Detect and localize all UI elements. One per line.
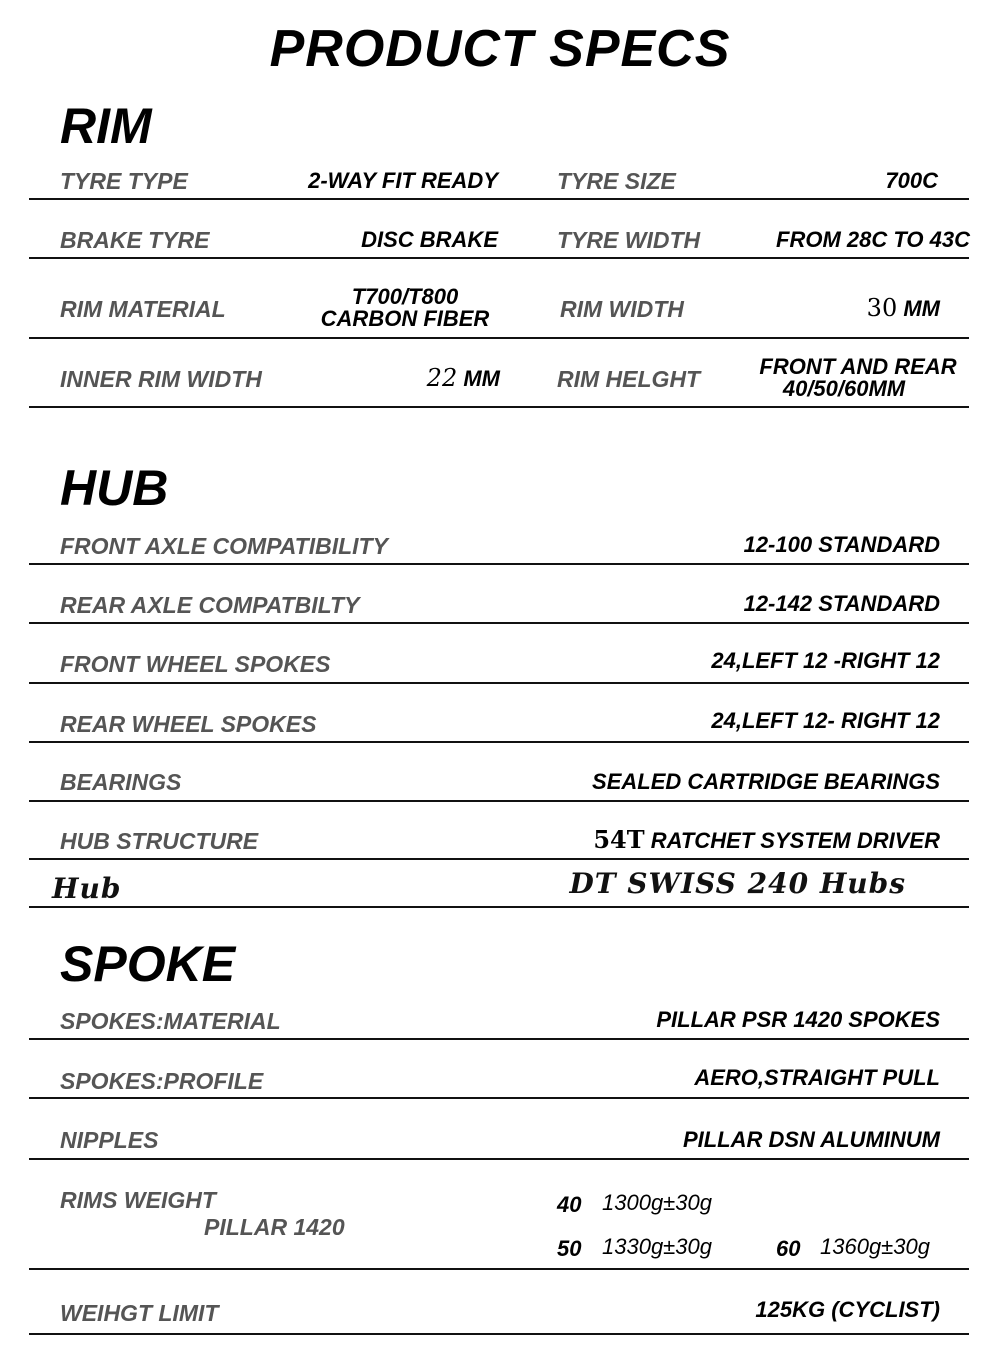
divider bbox=[29, 906, 969, 908]
bearings-label: BEARINGS bbox=[60, 769, 182, 795]
spoke-heading: SPOKE bbox=[60, 936, 236, 992]
weight-size-50: 50 bbox=[557, 1236, 582, 1261]
nipples-label: NIPPLES bbox=[60, 1127, 159, 1153]
rear-spokes-value: 24,LEFT 12- RIGHT 12 bbox=[711, 708, 940, 733]
divider bbox=[29, 858, 969, 860]
divider bbox=[29, 257, 969, 259]
rear-axle-value: 12-142 STANDARD bbox=[743, 591, 940, 616]
rim-height-value-line2: 40/50/60MM bbox=[782, 376, 906, 401]
tyre-width-label: TYRE WIDTH bbox=[557, 227, 701, 253]
inner-rim-width-value bbox=[427, 365, 500, 392]
rear-spokes-label: REAR WHEEL SPOKES bbox=[60, 711, 317, 737]
hub-structure-value bbox=[593, 827, 940, 854]
hub-brand-value: DT SWISS 240 Hubs bbox=[569, 867, 906, 900]
rim-heading: RIM bbox=[60, 98, 152, 154]
weight-size-40: 40 bbox=[557, 1192, 582, 1217]
divider bbox=[29, 622, 969, 624]
hub-structure-label: HUB STRUCTURE bbox=[60, 828, 259, 854]
spoke-material-value: PILLAR PSR 1420 SPOKES bbox=[656, 1007, 940, 1032]
rims-weight-label: RIMS WEIGHT bbox=[60, 1187, 216, 1213]
divider bbox=[29, 1038, 969, 1040]
divider bbox=[29, 741, 969, 743]
weight-limit-value: 125KG (CYCLIST) bbox=[755, 1297, 940, 1322]
rim-width-number: 30 bbox=[866, 294, 898, 322]
nipples-value: PILLAR DSN ALUMINUM bbox=[682, 1127, 940, 1152]
divider bbox=[29, 800, 969, 802]
page-title: PRODUCT SPECS bbox=[269, 20, 731, 78]
rim-height-label: RIM HELGHT bbox=[557, 366, 701, 392]
weight-value-40: 1300g±30g bbox=[602, 1190, 712, 1215]
front-axle-label: FRONT AXLE COMPATIBILITY bbox=[60, 533, 388, 559]
brake-value: DISC BRAKE bbox=[361, 227, 498, 252]
hub-heading: HUB bbox=[60, 460, 169, 516]
divider bbox=[29, 406, 969, 408]
rim-height-value-line1: FRONT AND REAR bbox=[759, 354, 957, 379]
tyre-width-value: FROM 28C TO 43C bbox=[776, 227, 970, 252]
spoke-material-label: SPOKES:MATERIAL bbox=[60, 1008, 281, 1034]
rim-width-value bbox=[867, 295, 940, 322]
divider bbox=[29, 198, 969, 200]
hub-brand-label: Hub bbox=[52, 872, 122, 905]
weight-value-60: 1360g±30g bbox=[820, 1234, 930, 1259]
divider bbox=[29, 682, 969, 684]
tyre-type-label: TYRE TYPE bbox=[60, 168, 188, 194]
divider bbox=[29, 337, 969, 339]
inner-rim-width-unit: MM bbox=[463, 366, 500, 391]
weight-size-60: 60 bbox=[776, 1236, 801, 1261]
hub-structure-text: RATCHET SYSTEM DRIVER bbox=[650, 828, 940, 853]
divider bbox=[29, 1158, 969, 1160]
inner-rim-width-number: 22 bbox=[426, 364, 458, 392]
weight-limit-label: WEIHGT LIMIT bbox=[60, 1300, 219, 1326]
divider bbox=[29, 1097, 969, 1099]
spoke-profile-label: SPOKES:PROFILE bbox=[60, 1068, 264, 1094]
rim-material-value-line1: T700/T800 bbox=[351, 284, 459, 309]
rim-width-unit: MM bbox=[903, 296, 940, 321]
bearings-value: SEALED CARTRIDGE BEARINGS bbox=[592, 769, 940, 794]
rims-weight-sublabel: PILLAR 1420 bbox=[204, 1214, 345, 1240]
front-spokes-label: FRONT WHEEL SPOKES bbox=[60, 651, 331, 677]
brake-label: BRAKE TYRE bbox=[60, 227, 210, 253]
divider bbox=[29, 563, 969, 565]
front-spokes-value: 24,LEFT 12 -RIGHT 12 bbox=[711, 648, 940, 673]
rear-axle-label: REAR AXLE COMPATBILTY bbox=[60, 592, 360, 618]
weight-value-50: 1330g±30g bbox=[602, 1234, 712, 1259]
rim-material-label: RIM MATERIAL bbox=[60, 296, 226, 322]
divider bbox=[29, 1268, 969, 1270]
tyre-type-value: 2-WAY FIT READY bbox=[308, 168, 498, 193]
inner-rim-width-label: INNER RIM WIDTH bbox=[60, 366, 262, 392]
tyre-size-value: 700C bbox=[885, 168, 938, 193]
hub-structure-number: 54T bbox=[593, 825, 645, 854]
rim-material-value-line2: CARBON FIBER bbox=[320, 306, 490, 331]
rim-width-label: RIM WIDTH bbox=[560, 296, 684, 322]
front-axle-value: 12-100 STANDARD bbox=[743, 532, 940, 557]
divider bbox=[29, 1333, 969, 1335]
tyre-size-label: TYRE SIZE bbox=[557, 168, 676, 194]
spoke-profile-value: AERO,STRAIGHT PULL bbox=[694, 1065, 940, 1090]
